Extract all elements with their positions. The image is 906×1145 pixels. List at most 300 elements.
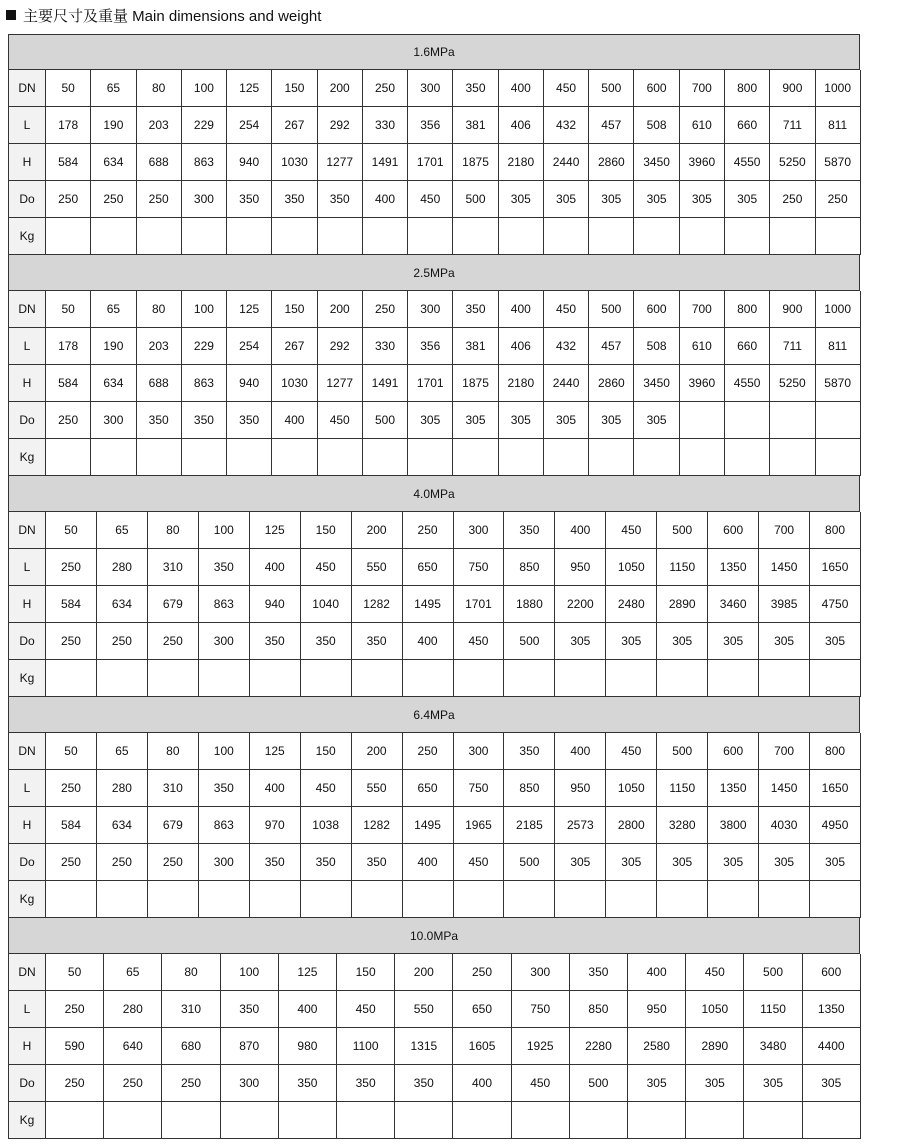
table-cell: 711: [770, 107, 815, 144]
table-cell: 100: [198, 512, 249, 549]
table-cell: 2180: [498, 144, 543, 181]
table-cell: 1050: [606, 770, 657, 807]
table-cell: 584: [46, 586, 97, 623]
row-label: H: [9, 1028, 46, 1065]
table-cell: 700: [679, 70, 724, 107]
pressure-section: [8, 34, 860, 255]
table-cell: 305: [708, 844, 759, 881]
table-cell: 750: [453, 549, 504, 586]
table-cell: 1701: [408, 144, 453, 181]
table-cell: 400: [249, 770, 300, 807]
table-cell: 190: [91, 328, 136, 365]
table-cell: 400: [498, 291, 543, 328]
table-cell: [408, 218, 453, 255]
table-cell: 250: [46, 991, 104, 1028]
table-cell: 680: [162, 1028, 220, 1065]
table-cell: [147, 660, 198, 697]
table-cell: 65: [96, 512, 147, 549]
row-label: H: [9, 807, 46, 844]
row-label: Kg: [9, 218, 46, 255]
table-cell: 450: [453, 623, 504, 660]
table-cell: [136, 439, 181, 476]
table-cell: 457: [589, 328, 634, 365]
table-cell: 640: [104, 1028, 162, 1065]
table-cell: 634: [91, 365, 136, 402]
table-cell: 2440: [543, 144, 588, 181]
table-cell: 1038: [300, 807, 351, 844]
table-cell: 350: [227, 181, 272, 218]
table-cell: 1282: [351, 807, 402, 844]
table-cell: 688: [136, 144, 181, 181]
table-cell: 2440: [543, 365, 588, 402]
table-cell: 900: [770, 70, 815, 107]
table-cell: [198, 881, 249, 918]
table-cell: [453, 1102, 511, 1139]
table-cell: [708, 881, 759, 918]
row-label: DN: [9, 954, 46, 991]
table-cell: [272, 218, 317, 255]
table-cell: [511, 1102, 569, 1139]
table-cell: 305: [589, 181, 634, 218]
table-cell: 305: [802, 1065, 860, 1102]
table-cell: 4550: [724, 144, 769, 181]
table-cell: 50: [46, 954, 104, 991]
table-cell: 550: [395, 991, 453, 1028]
table-cell: 292: [317, 107, 362, 144]
table-cell: [46, 439, 91, 476]
table-cell: [351, 660, 402, 697]
dimensions-tables: [8, 34, 860, 1139]
row-label: Do: [9, 1065, 46, 1102]
table-cell: 450: [300, 549, 351, 586]
table-row: [9, 881, 861, 918]
table-cell: [679, 402, 724, 439]
table-cell: 350: [272, 181, 317, 218]
table-cell: 400: [362, 181, 407, 218]
table-cell: 305: [679, 181, 724, 218]
table-cell: [606, 660, 657, 697]
table-cell: 350: [300, 623, 351, 660]
table-cell: 280: [96, 770, 147, 807]
table-cell: 811: [815, 107, 860, 144]
table-cell: 305: [589, 402, 634, 439]
table-cell: [569, 1102, 627, 1139]
table-cell: 80: [136, 70, 181, 107]
table-cell: 950: [555, 549, 606, 586]
table-cell: 125: [227, 70, 272, 107]
row-label: L: [9, 549, 46, 586]
table-cell: 900: [770, 291, 815, 328]
table-cell: 200: [395, 954, 453, 991]
table-cell: 300: [198, 844, 249, 881]
table-cell: 350: [453, 70, 498, 107]
table-cell: 863: [181, 365, 226, 402]
table-cell: 350: [220, 991, 278, 1028]
table-cell: 125: [227, 291, 272, 328]
table-cell: 679: [147, 807, 198, 844]
table-cell: 1701: [408, 365, 453, 402]
table-cell: 450: [606, 733, 657, 770]
table-cell: 305: [634, 181, 679, 218]
table-row: [9, 70, 861, 107]
table-cell: 660: [724, 107, 769, 144]
table-cell: 1150: [657, 549, 708, 586]
table-cell: 400: [402, 844, 453, 881]
table-row: [9, 181, 861, 218]
table-row: [9, 107, 861, 144]
table-cell: 254: [227, 107, 272, 144]
table-cell: 178: [46, 107, 91, 144]
table-cell: [453, 218, 498, 255]
table-cell: [46, 881, 97, 918]
row-label: L: [9, 991, 46, 1028]
table-cell: [770, 439, 815, 476]
table-cell: 600: [802, 954, 860, 991]
table-cell: 50: [46, 512, 97, 549]
table-cell: 450: [408, 181, 453, 218]
table-cell: 2890: [686, 1028, 744, 1065]
table-cell: [708, 660, 759, 697]
table-cell: 300: [198, 623, 249, 660]
table-cell: 950: [628, 991, 686, 1028]
table-cell: 305: [657, 844, 708, 881]
table-cell: 1875: [453, 144, 498, 181]
table-cell: 550: [351, 549, 402, 586]
table-cell: 305: [708, 623, 759, 660]
table-cell: [810, 660, 861, 697]
table-cell: 150: [272, 291, 317, 328]
table-cell: [815, 218, 860, 255]
page-heading: [6, 4, 321, 26]
table-cell: 508: [634, 107, 679, 144]
table-cell: 800: [810, 733, 861, 770]
table-row: [9, 660, 861, 697]
table-cell: 305: [555, 623, 606, 660]
table-cell: [815, 439, 860, 476]
table-cell: 750: [453, 770, 504, 807]
table-cell: 4950: [810, 807, 861, 844]
table-cell: [362, 439, 407, 476]
table-cell: 4550: [724, 365, 769, 402]
table-cell: 500: [589, 70, 634, 107]
pressure-rating-header: 10.0MPa: [8, 918, 860, 954]
row-label: DN: [9, 70, 46, 107]
table-cell: 1650: [810, 549, 861, 586]
table-cell: 450: [317, 402, 362, 439]
table-cell: 300: [181, 181, 226, 218]
table-cell: [657, 881, 708, 918]
table-cell: [351, 881, 402, 918]
table-cell: 65: [96, 733, 147, 770]
row-label: Do: [9, 181, 46, 218]
table-cell: [802, 1102, 860, 1139]
table-cell: 350: [504, 733, 555, 770]
table-cell: 267: [272, 328, 317, 365]
table-cell: 250: [96, 623, 147, 660]
table-cell: 400: [453, 1065, 511, 1102]
table-cell: 500: [504, 844, 555, 881]
table-cell: 200: [351, 512, 402, 549]
table-cell: [162, 1102, 220, 1139]
table-cell: 250: [46, 181, 91, 218]
table-cell: 634: [91, 144, 136, 181]
table-cell: 200: [317, 291, 362, 328]
table-cell: 800: [724, 70, 769, 107]
table-cell: 811: [815, 328, 860, 365]
table-cell: 200: [317, 70, 362, 107]
table-cell: 229: [181, 328, 226, 365]
table-cell: 300: [453, 733, 504, 770]
table-cell: 250: [402, 512, 453, 549]
table-cell: 1450: [759, 549, 810, 586]
table-row: [9, 291, 861, 328]
table-cell: 300: [408, 70, 453, 107]
row-label: Kg: [9, 660, 46, 697]
table-cell: 250: [91, 181, 136, 218]
table-cell: 400: [278, 991, 336, 1028]
table-cell: 450: [337, 991, 395, 1028]
table-cell: 400: [272, 402, 317, 439]
table-cell: 350: [278, 1065, 336, 1102]
table-cell: [181, 218, 226, 255]
table-cell: 305: [408, 402, 453, 439]
table-cell: 679: [147, 586, 198, 623]
table-cell: 2280: [569, 1028, 627, 1065]
table-cell: [402, 660, 453, 697]
row-label: Do: [9, 844, 46, 881]
table-cell: [555, 660, 606, 697]
table-cell: 2580: [628, 1028, 686, 1065]
table-cell: 400: [402, 623, 453, 660]
table-cell: [337, 1102, 395, 1139]
table-cell: 1495: [402, 807, 453, 844]
table-cell: 250: [46, 844, 97, 881]
table-cell: [543, 439, 588, 476]
row-label: L: [9, 770, 46, 807]
table-cell: 1030: [272, 144, 317, 181]
table-cell: 500: [657, 733, 708, 770]
table-row: [9, 586, 861, 623]
row-label: DN: [9, 291, 46, 328]
table-cell: 1491: [362, 365, 407, 402]
table-cell: 950: [555, 770, 606, 807]
table-cell: 350: [249, 844, 300, 881]
table-cell: 65: [104, 954, 162, 991]
table-cell: 600: [634, 291, 679, 328]
table-cell: 350: [136, 402, 181, 439]
table-cell: 406: [498, 328, 543, 365]
table-cell: 450: [543, 291, 588, 328]
table-cell: 100: [220, 954, 278, 991]
table-cell: [96, 660, 147, 697]
table-cell: 250: [162, 1065, 220, 1102]
table-cell: [628, 1102, 686, 1139]
table-cell: [453, 660, 504, 697]
table-cell: 450: [606, 512, 657, 549]
table-cell: 700: [679, 291, 724, 328]
table-cell: [395, 1102, 453, 1139]
table-cell: 300: [220, 1065, 278, 1102]
table-cell: 5870: [815, 365, 860, 402]
table-cell: 634: [96, 586, 147, 623]
table-cell: 3460: [708, 586, 759, 623]
table-cell: 305: [498, 402, 543, 439]
table-cell: 1350: [708, 770, 759, 807]
table-cell: [317, 218, 362, 255]
table-cell: 350: [198, 770, 249, 807]
table-cell: 305: [453, 402, 498, 439]
table-cell: [249, 660, 300, 697]
table-cell: 381: [453, 328, 498, 365]
table-cell: [543, 218, 588, 255]
table-cell: [589, 218, 634, 255]
table-cell: 381: [453, 107, 498, 144]
table-cell: 254: [227, 328, 272, 365]
table-cell: 600: [634, 70, 679, 107]
table-cell: [724, 402, 769, 439]
table-cell: 1030: [272, 365, 317, 402]
table-row: [9, 439, 861, 476]
row-label: DN: [9, 733, 46, 770]
table-row: [9, 218, 861, 255]
table-cell: 500: [589, 291, 634, 328]
table-cell: 1150: [657, 770, 708, 807]
table-cell: [249, 881, 300, 918]
table-cell: 250: [46, 1065, 104, 1102]
table-cell: 305: [543, 402, 588, 439]
table-row: [9, 770, 861, 807]
table-cell: 305: [498, 181, 543, 218]
table-cell: 5870: [815, 144, 860, 181]
table-cell: 250: [453, 954, 511, 991]
table-cell: [104, 1102, 162, 1139]
table-cell: 600: [708, 512, 759, 549]
table-cell: 250: [815, 181, 860, 218]
table-cell: 5250: [770, 365, 815, 402]
table-cell: 432: [543, 107, 588, 144]
table-cell: 305: [606, 844, 657, 881]
table-cell: 50: [46, 291, 91, 328]
table-row: [9, 144, 861, 181]
table-cell: [589, 439, 634, 476]
table-cell: [300, 660, 351, 697]
table-cell: [220, 1102, 278, 1139]
table-cell: 305: [686, 1065, 744, 1102]
table-cell: 3480: [744, 1028, 802, 1065]
table-cell: 1491: [362, 144, 407, 181]
table-cell: 406: [498, 107, 543, 144]
table-cell: [136, 218, 181, 255]
table-cell: 250: [136, 181, 181, 218]
table-row: [9, 1028, 861, 1065]
table-row: [9, 549, 861, 586]
row-label: Do: [9, 623, 46, 660]
table-cell: 1605: [453, 1028, 511, 1065]
table-cell: 4750: [810, 586, 861, 623]
table-cell: [679, 218, 724, 255]
table-cell: 356: [408, 107, 453, 144]
table-cell: 432: [543, 328, 588, 365]
table-cell: 2180: [498, 365, 543, 402]
table-cell: 250: [96, 844, 147, 881]
table-cell: 305: [606, 623, 657, 660]
table-cell: 80: [136, 291, 181, 328]
table-cell: 500: [569, 1065, 627, 1102]
table-cell: 350: [249, 623, 300, 660]
pressure-rating-header: 2.5MPa: [8, 255, 860, 291]
table-cell: 1925: [511, 1028, 569, 1065]
table-cell: 250: [46, 402, 91, 439]
table-cell: 330: [362, 328, 407, 365]
table-cell: 2800: [606, 807, 657, 844]
table-cell: 305: [810, 844, 861, 881]
table-cell: 800: [724, 291, 769, 328]
table-cell: 350: [395, 1065, 453, 1102]
row-label: DN: [9, 512, 46, 549]
table-cell: 250: [46, 549, 97, 586]
table-cell: 500: [657, 512, 708, 549]
table-cell: 850: [504, 770, 555, 807]
table-cell: 450: [300, 770, 351, 807]
table-cell: 330: [362, 107, 407, 144]
table-cell: 940: [249, 586, 300, 623]
table-cell: 1050: [606, 549, 657, 586]
pressure-rating-header: 1.6MPa: [8, 34, 860, 70]
table-cell: 229: [181, 107, 226, 144]
table-row: [9, 512, 861, 549]
table-cell: 267: [272, 107, 317, 144]
table-cell: 650: [453, 991, 511, 1028]
row-label: Kg: [9, 439, 46, 476]
table-cell: 5250: [770, 144, 815, 181]
table-cell: 350: [317, 181, 362, 218]
table-cell: 863: [198, 586, 249, 623]
table-cell: [770, 402, 815, 439]
table-cell: 50: [46, 733, 97, 770]
table-cell: [91, 218, 136, 255]
table-cell: 150: [272, 70, 317, 107]
table-cell: 150: [337, 954, 395, 991]
table-cell: [278, 1102, 336, 1139]
table-cell: [227, 439, 272, 476]
table-cell: [147, 881, 198, 918]
table-cell: 100: [181, 70, 226, 107]
table-cell: 178: [46, 328, 91, 365]
table-cell: 650: [402, 549, 453, 586]
table-cell: 1701: [453, 586, 504, 623]
table-cell: [317, 439, 362, 476]
table-cell: [555, 881, 606, 918]
table-cell: 500: [453, 181, 498, 218]
table-cell: [770, 218, 815, 255]
table-cell: 125: [249, 733, 300, 770]
table-cell: 650: [402, 770, 453, 807]
table-cell: 450: [543, 70, 588, 107]
table-cell: 3450: [634, 144, 679, 181]
table-cell: 3960: [679, 144, 724, 181]
table-cell: [46, 218, 91, 255]
pressure-section: [8, 697, 860, 918]
table-cell: 500: [744, 954, 802, 991]
table-cell: 610: [679, 107, 724, 144]
table-cell: [744, 1102, 802, 1139]
table-cell: [362, 218, 407, 255]
row-label: L: [9, 107, 46, 144]
table-cell: [504, 660, 555, 697]
table-cell: [724, 218, 769, 255]
table-cell: [657, 660, 708, 697]
dimensions-table: [8, 512, 861, 697]
